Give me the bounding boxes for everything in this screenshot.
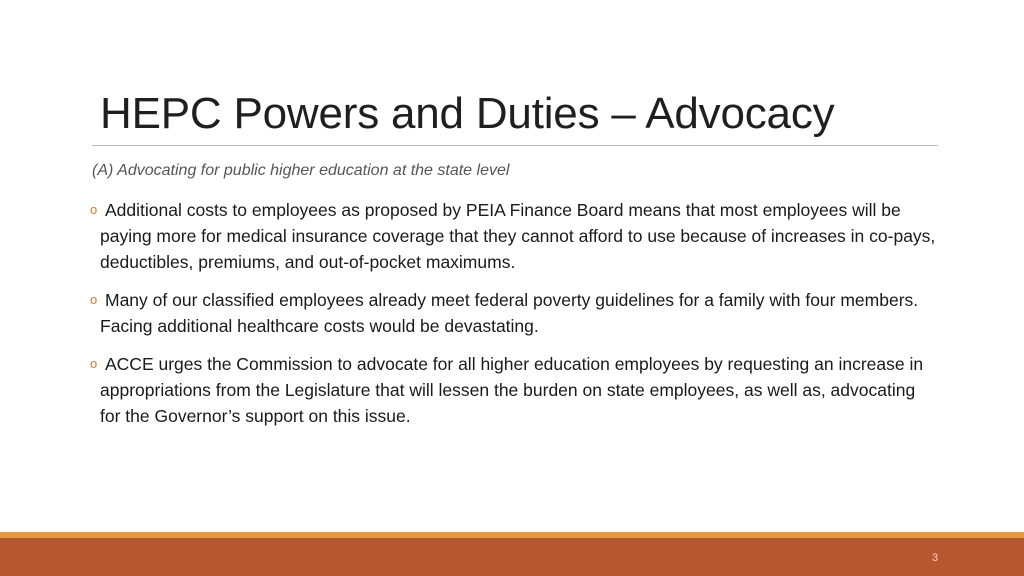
bullet-item <box>90 197 940 275</box>
footer-bar <box>0 538 1024 576</box>
bullet-item <box>90 351 940 429</box>
bullet-circle-icon: o <box>90 292 98 307</box>
bullet-text: ACCE urges the Commission to advocate for all higher education employees by requesting an increase in appropriations from the Legislature that will lessen the burden on state employees, as well as, advocating for the Governor’s support on this issue. <box>100 354 924 426</box>
bullet-item <box>90 287 940 339</box>
page-number: 3 <box>931 552 939 564</box>
bullet-circle-icon: o <box>90 356 98 371</box>
bullet-text: Additional costs to employees as proposed by PEIA Finance Board means that most employees will be paying more for medical insurance coverage that they cannot afford to use because of increases in co-pays, deductibles, premiums, and out-of-pocket maximums. <box>100 200 936 272</box>
slide-title: HEPC Powers and Duties – Advocacy <box>100 89 835 138</box>
title-divider <box>92 145 938 146</box>
bullet-list <box>90 197 940 441</box>
bullet-circle-icon: o <box>90 202 98 217</box>
slide-subtitle: (A) Advocating for public higher education at the state level <box>92 162 510 179</box>
bullet-text: Many of our classified employees already meet federal poverty guidelines for a family with four members. Facing additional healthcare costs would be devastating. <box>100 290 919 336</box>
